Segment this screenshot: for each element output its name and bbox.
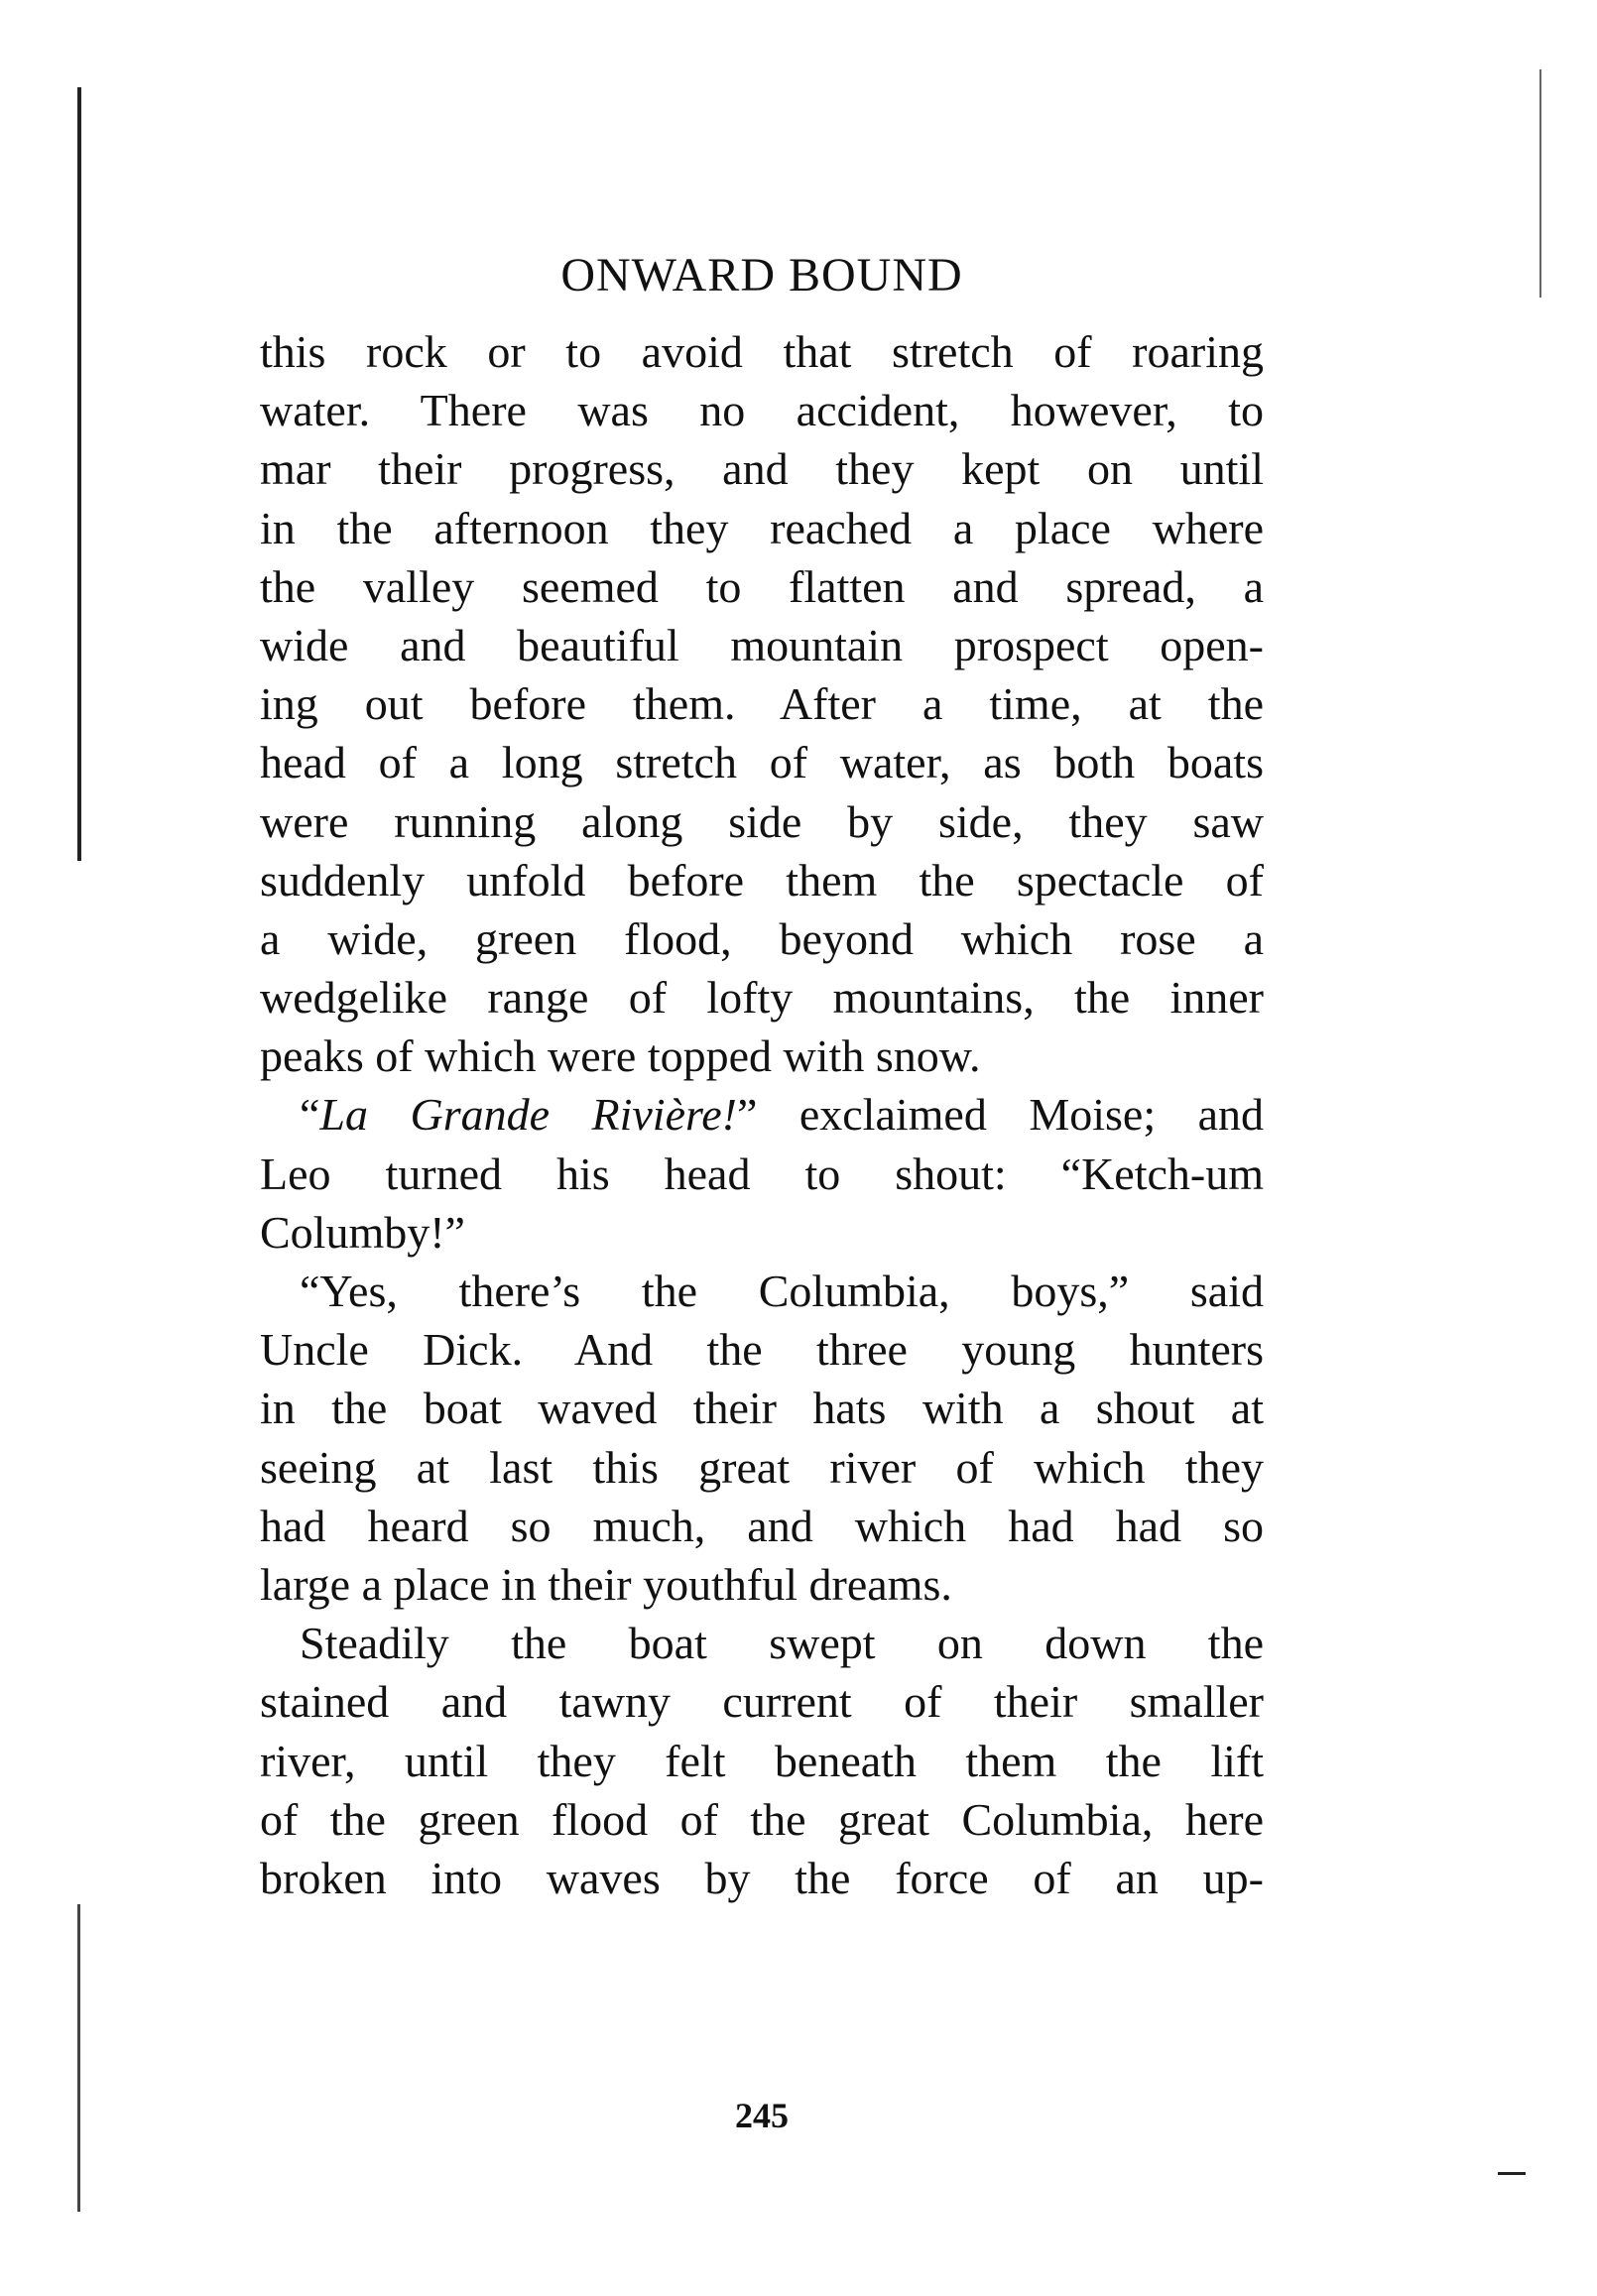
text-line: were running along side by side, they saw [260, 795, 1264, 847]
right-edge-mark [1539, 69, 1541, 298]
text-line: Columby!” [260, 1206, 465, 1258]
open-quote: “ [300, 1089, 320, 1141]
text-line: a wide, green flood, beyond which rose a [260, 912, 1264, 964]
text-line: Leo turned his head to shout: “Ketch-um [260, 1148, 1264, 1199]
text-line: head of a long stretch of water, as both boats [260, 737, 1264, 788]
text-line: water. There was no accident, however, to [260, 385, 1264, 436]
text-line: broken into waves by the force of an up- [260, 1852, 1264, 1903]
paragraph-2 [260, 1085, 1264, 1262]
text-line: wedgelike range of lofty mountains, the inner [260, 972, 1264, 1024]
text-line: stained and tawny current of their smaller [260, 1676, 1264, 1728]
body-text [260, 322, 1264, 1907]
line-remainder: ” exclaimed Moise; and [736, 1089, 1265, 1141]
left-binding-edge [77, 87, 81, 861]
left-edge-lower [77, 1904, 80, 2212]
text-line: seeing at last this great river of which they [260, 1441, 1264, 1493]
text-line: this rock or to avoid that stretch of roaring [260, 326, 1264, 377]
text-line: “Yes, there’s the Columbia, boys,” said [300, 1266, 1264, 1316]
text-line: the valley seemed to flatten and spread, a [260, 560, 1264, 612]
text-line: mar their progress, and they kept on until [260, 443, 1264, 495]
text-line: suddenly unfold before them the spectacle of [260, 854, 1264, 906]
text-line: wide and beautiful mountain prospect open- [260, 619, 1264, 670]
text-line: had heard so much, and which had had so [260, 1500, 1264, 1551]
running-head: ONWARD BOUND [560, 249, 963, 302]
page-number: 245 [735, 2096, 789, 2135]
text-line-italic-start [260, 1085, 1264, 1144]
right-edge-dash [1498, 2172, 1526, 2175]
text-line: peaks of which were topped with snow. [260, 1030, 981, 1082]
text-line: river, until they felt beneath them the lift [260, 1735, 1264, 1786]
text-line: ing out before them. After a time, at the [260, 678, 1264, 730]
text-line: large a place in their youthful dreams. [260, 1558, 952, 1610]
paragraph-3 [260, 1262, 1264, 1614]
text-line: of the green flood of the great Columbia, here [260, 1793, 1264, 1845]
paragraph-4 [260, 1614, 1264, 1907]
text-line: Steadily the boat swept on down the [300, 1618, 1264, 1669]
italic-phrase: La Grande Rivière! [319, 1089, 737, 1141]
text-line: Uncle Dick. And the three young hunters [260, 1324, 1264, 1376]
paragraph-1 [260, 322, 1264, 1085]
text-line: in the afternoon they reached a place where [260, 502, 1264, 553]
text-line: in the boat waved their hats with a shout at [260, 1383, 1264, 1434]
